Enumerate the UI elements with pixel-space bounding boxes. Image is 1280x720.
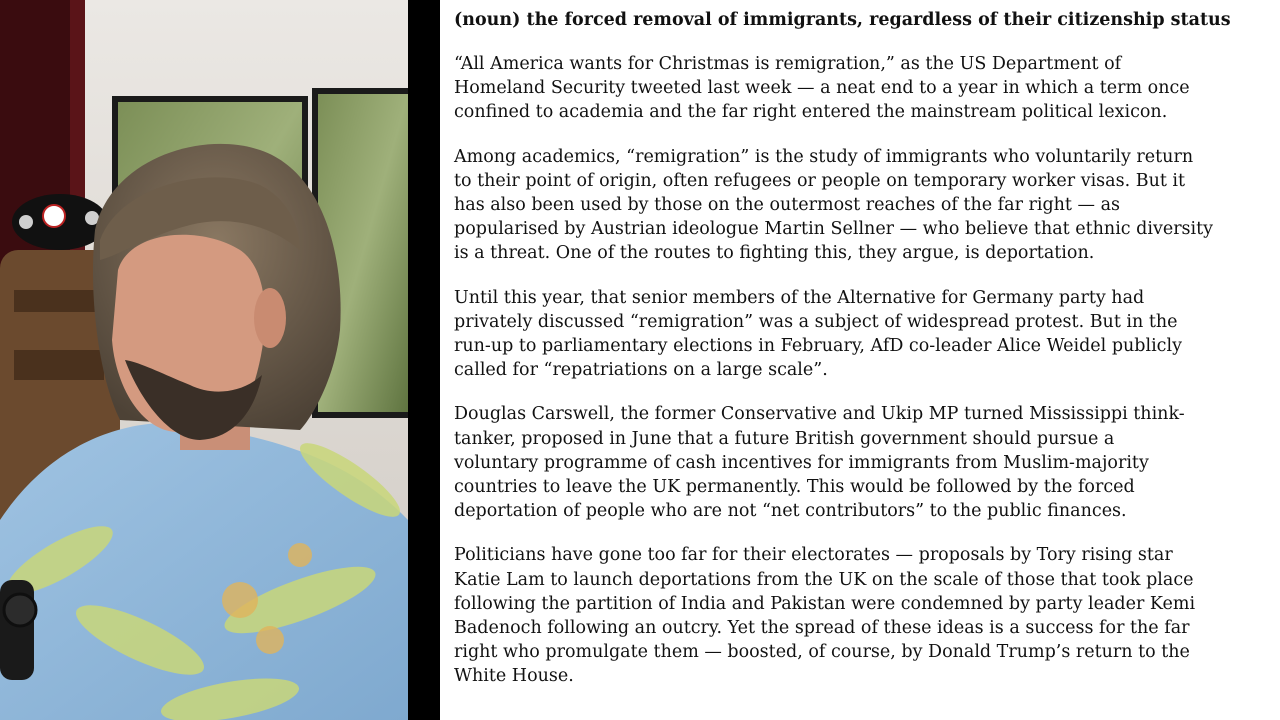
article-paragraph <box>454 543 1280 688</box>
article-paragraph <box>454 286 1280 383</box>
presenter-webcam-image <box>0 0 408 720</box>
paragraph-line: Katie Lam to launch deportations from the UK on the scale of those that took place <box>454 569 1194 590</box>
paragraph-line: is a threat. One of the routes to fighting this, they argue, is deportation. <box>454 243 1095 264</box>
paragraph-line: Badenoch following an outcry. Yet the spread of these ideas is a success for the far <box>454 618 1190 639</box>
webcam-panel <box>0 0 408 720</box>
paragraph-line: tanker, proposed in June that a future British government should pursue a <box>454 428 1115 449</box>
article-paragraph <box>454 52 1280 125</box>
paragraph-line: White House. <box>454 666 574 687</box>
paragraph-line: has also been used by those on the outermost reaches of the far right — as <box>454 195 1120 216</box>
article-paragraph <box>454 145 1280 266</box>
article-definition: (noun) the forced removal of immigrants, regardless of their citizenship status <box>454 10 1231 30</box>
paragraph-line: to their point of origin, often refugees or people on temporary worker visas. But it <box>454 170 1186 191</box>
paragraph-line: “All America wants for Christmas is remigration,” as the US Department of <box>454 54 1122 74</box>
paragraph-line: Politicians have gone too far for their electorates — proposals by Tory rising star <box>454 545 1173 566</box>
panel-divider <box>408 0 440 720</box>
article-text <box>454 8 1280 709</box>
paragraph-line: run-up to parliamentary elections in February, AfD co-leader Alice Weidel publicly <box>454 336 1182 357</box>
paragraph-line: Homeland Security tweeted last week — a neat end to a year in which a term once <box>454 78 1190 99</box>
paragraph-line: Douglas Carswell, the former Conservative and Ukip MP turned Mississippi think- <box>454 404 1185 425</box>
article-panel <box>440 0 1280 720</box>
paragraph-line: popularised by Austrian ideologue Martin Sellner — who believe that ethnic diversity <box>454 219 1214 240</box>
paragraph-line: right who promulgate them — boosted, of course, by Donald Trump’s return to the <box>454 642 1190 663</box>
article-paragraph <box>454 402 1280 523</box>
paragraph-line: Among academics, “remigration” is the study of immigrants who voluntarily return <box>454 146 1194 167</box>
paragraph-line: deportation of people who are not “net contributors” to the public finances. <box>454 501 1127 522</box>
paragraph-line: called for “repatriations on a large scale”. <box>454 360 828 381</box>
paragraph-line: voluntary programme of cash incentives for immigrants from Muslim-majority <box>454 452 1149 473</box>
paragraph-line: privately discussed “remigration” was a subject of widespread protest. But in the <box>454 311 1178 332</box>
paragraph-line: countries to leave the UK permanently. This would be followed by the forced <box>454 477 1135 498</box>
paragraph-line: following the partition of India and Pakistan were condemned by party leader Kemi <box>454 593 1196 614</box>
paragraph-line: Until this year, that senior members of the Alternative for Germany party had <box>454 287 1145 308</box>
paragraph-line: confined to academia and the far right entered the mainstream political lexicon. <box>454 102 1168 123</box>
